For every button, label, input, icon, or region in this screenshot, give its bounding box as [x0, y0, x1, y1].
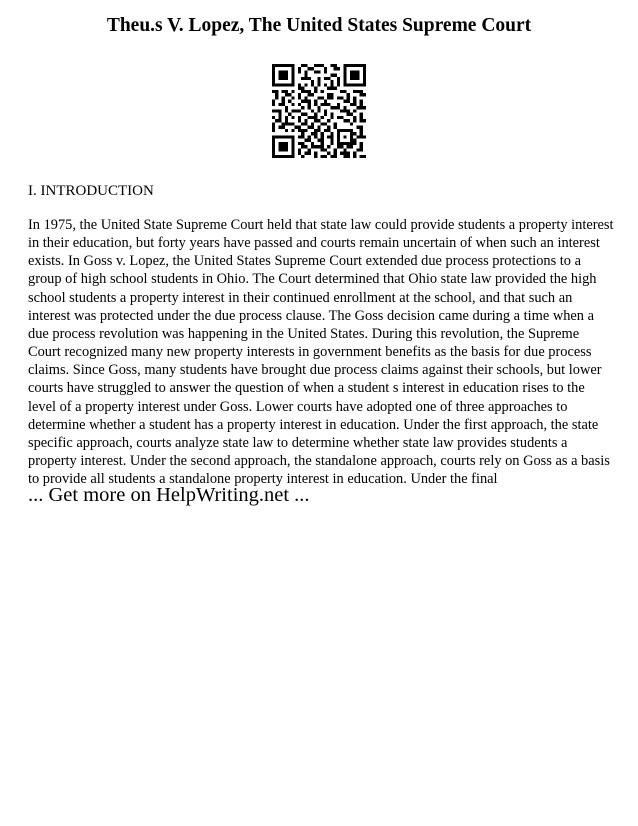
- body-paragraph: In 1975, the United State Supreme Court held that state law could provide students a property interest in their education, but forty years have passed and courts remain uncertain of when such an interest exists. In Goss v. Lopez, the United States Supreme Court extended due process protections to a group of high school students in Ohio. The Court determined that Ohio state law provided the high school students a property interest in their continued enrollment at the school, and that such an interest was protected under the due process clause. The Goss decision came during a time when a due process revolution was happening in the United States. During this revolution, the Supreme Court recognized many new property interests in government benefits as the basis for due process claims. Since Goss, many students have brought due process claims against their schools, but lower courts have struggled to answer the question of when a student s interest in education rises to the level of a property interest under Goss. Lower courts have adopted one of three approaches to determine whether a student has a property interest in education. Under the first approach, the state specific approach, courts analyze state law to determine whether state law provides students a property interest. Under the second approach, the standalone approach, courts rely on Goss as a basis to provide all students a standalone property interest in education. Under the final: [28, 217, 614, 488]
- get-more-link[interactable]: ... Get more on HelpWriting.net ...: [28, 484, 310, 506]
- section-heading: I. INTRODUCTION: [28, 183, 154, 199]
- document-title: Theu.s V. Lopez, The United States Supreme Court: [106, 15, 532, 36]
- qr-code-icon: [272, 64, 366, 158]
